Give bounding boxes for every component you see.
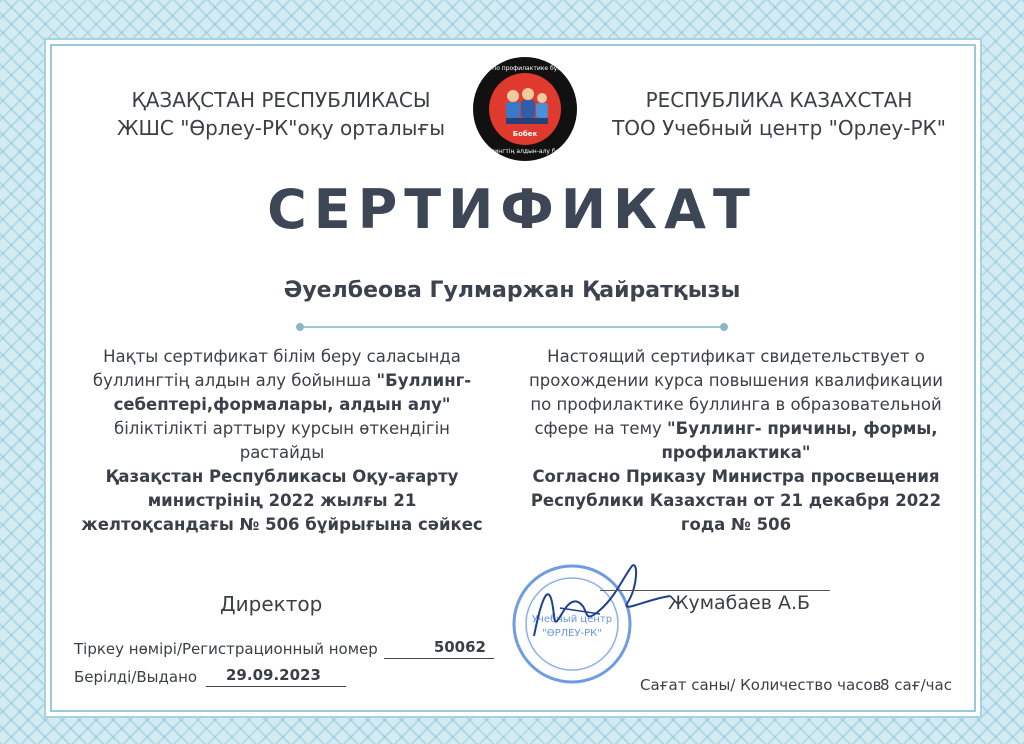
left-line-4: біліктілікті арттыру курсын өткендігін: [114, 419, 450, 438]
logo-center-text: Бобек: [512, 130, 538, 138]
issued-underline: [206, 686, 346, 687]
header-left-line2: ЖШС "Өрлеу-РК"оқу орталығы: [116, 116, 445, 140]
children-logo-icon: [472, 56, 578, 162]
hours-value: 8 сағ/час: [880, 676, 952, 694]
issued-label: Берілді/Выдано: [74, 668, 198, 686]
left-line-2: буллингтің алдын алу бойынша "Буллинг-: [92, 371, 472, 390]
header-right-line2: ТОО Учебный центр "Орлеу-РК": [612, 116, 946, 140]
stamp-text-2: "ӨРЛЕУ-РК": [542, 628, 602, 639]
right-line-5: профилактика": [661, 443, 811, 462]
right-line-4: сфере на тему "Буллинг- причины, формы,: [534, 419, 938, 438]
left-line-7: министрінің 2022 жылғы 21: [147, 491, 417, 510]
signer-name: Жумабаев А.Б: [668, 592, 811, 614]
header-left-line1: ҚАЗАҚСТАН РЕСПУБЛИКАСЫ: [131, 88, 431, 112]
registration-label: Тіркеу нөмірі/Регистрационный номер: [74, 640, 378, 658]
header-left: [96, 86, 466, 142]
right-line-6: Согласно Приказу Министра просвещения: [532, 467, 940, 486]
header-right-line1: РЕСПУБЛИКА КАЗАХСТАН: [645, 88, 913, 112]
registration-underline: [384, 658, 494, 659]
hours-label: Сағат саны/ Количество часов: [640, 676, 882, 694]
registration-value: 50062: [433, 638, 486, 656]
right-text-block: [508, 345, 964, 537]
left-line-5: растайды: [239, 443, 325, 462]
left-line-8: желтоқсандағы № 506 бұйрығына сәйкес: [81, 515, 483, 534]
decorative-divider: [300, 326, 724, 328]
issued-value: 29.09.2023: [226, 666, 321, 684]
recipient-name: Әуелбеова Гулмаржан Қайратқызы: [283, 278, 741, 303]
right-line-2: прохождении курса повышения квалификации: [529, 371, 943, 390]
right-line-1: Настоящий сертификат свидетельствует о: [547, 347, 925, 366]
right-line-8: года № 506: [680, 515, 792, 534]
logo-top-text: Отдел по профилактике буллинга: [472, 65, 578, 72]
director-label: Директор: [220, 592, 323, 616]
left-line-6: Қазақстан Республикасы Оқу-ағарту: [105, 467, 459, 486]
right-line-3: по профилактике буллинга в образовательной: [530, 395, 942, 414]
left-line-3: себептері,формалары, алдын алу": [113, 395, 451, 414]
signature-line: [600, 590, 830, 591]
stamp-text-1: Учебный центр: [531, 614, 613, 625]
right-line-7: Республики Казахстан от 21 декабря 2022: [530, 491, 942, 510]
left-line-1: Нақты сертификат білім беру саласында: [103, 347, 461, 366]
certificate-title: СЕРТИФИКАТ: [267, 178, 757, 241]
left-text-block: [62, 345, 502, 537]
header-right: [596, 86, 962, 142]
logo-bottom-text: Буллингтің алдын-алу бөлімі: [479, 148, 571, 155]
